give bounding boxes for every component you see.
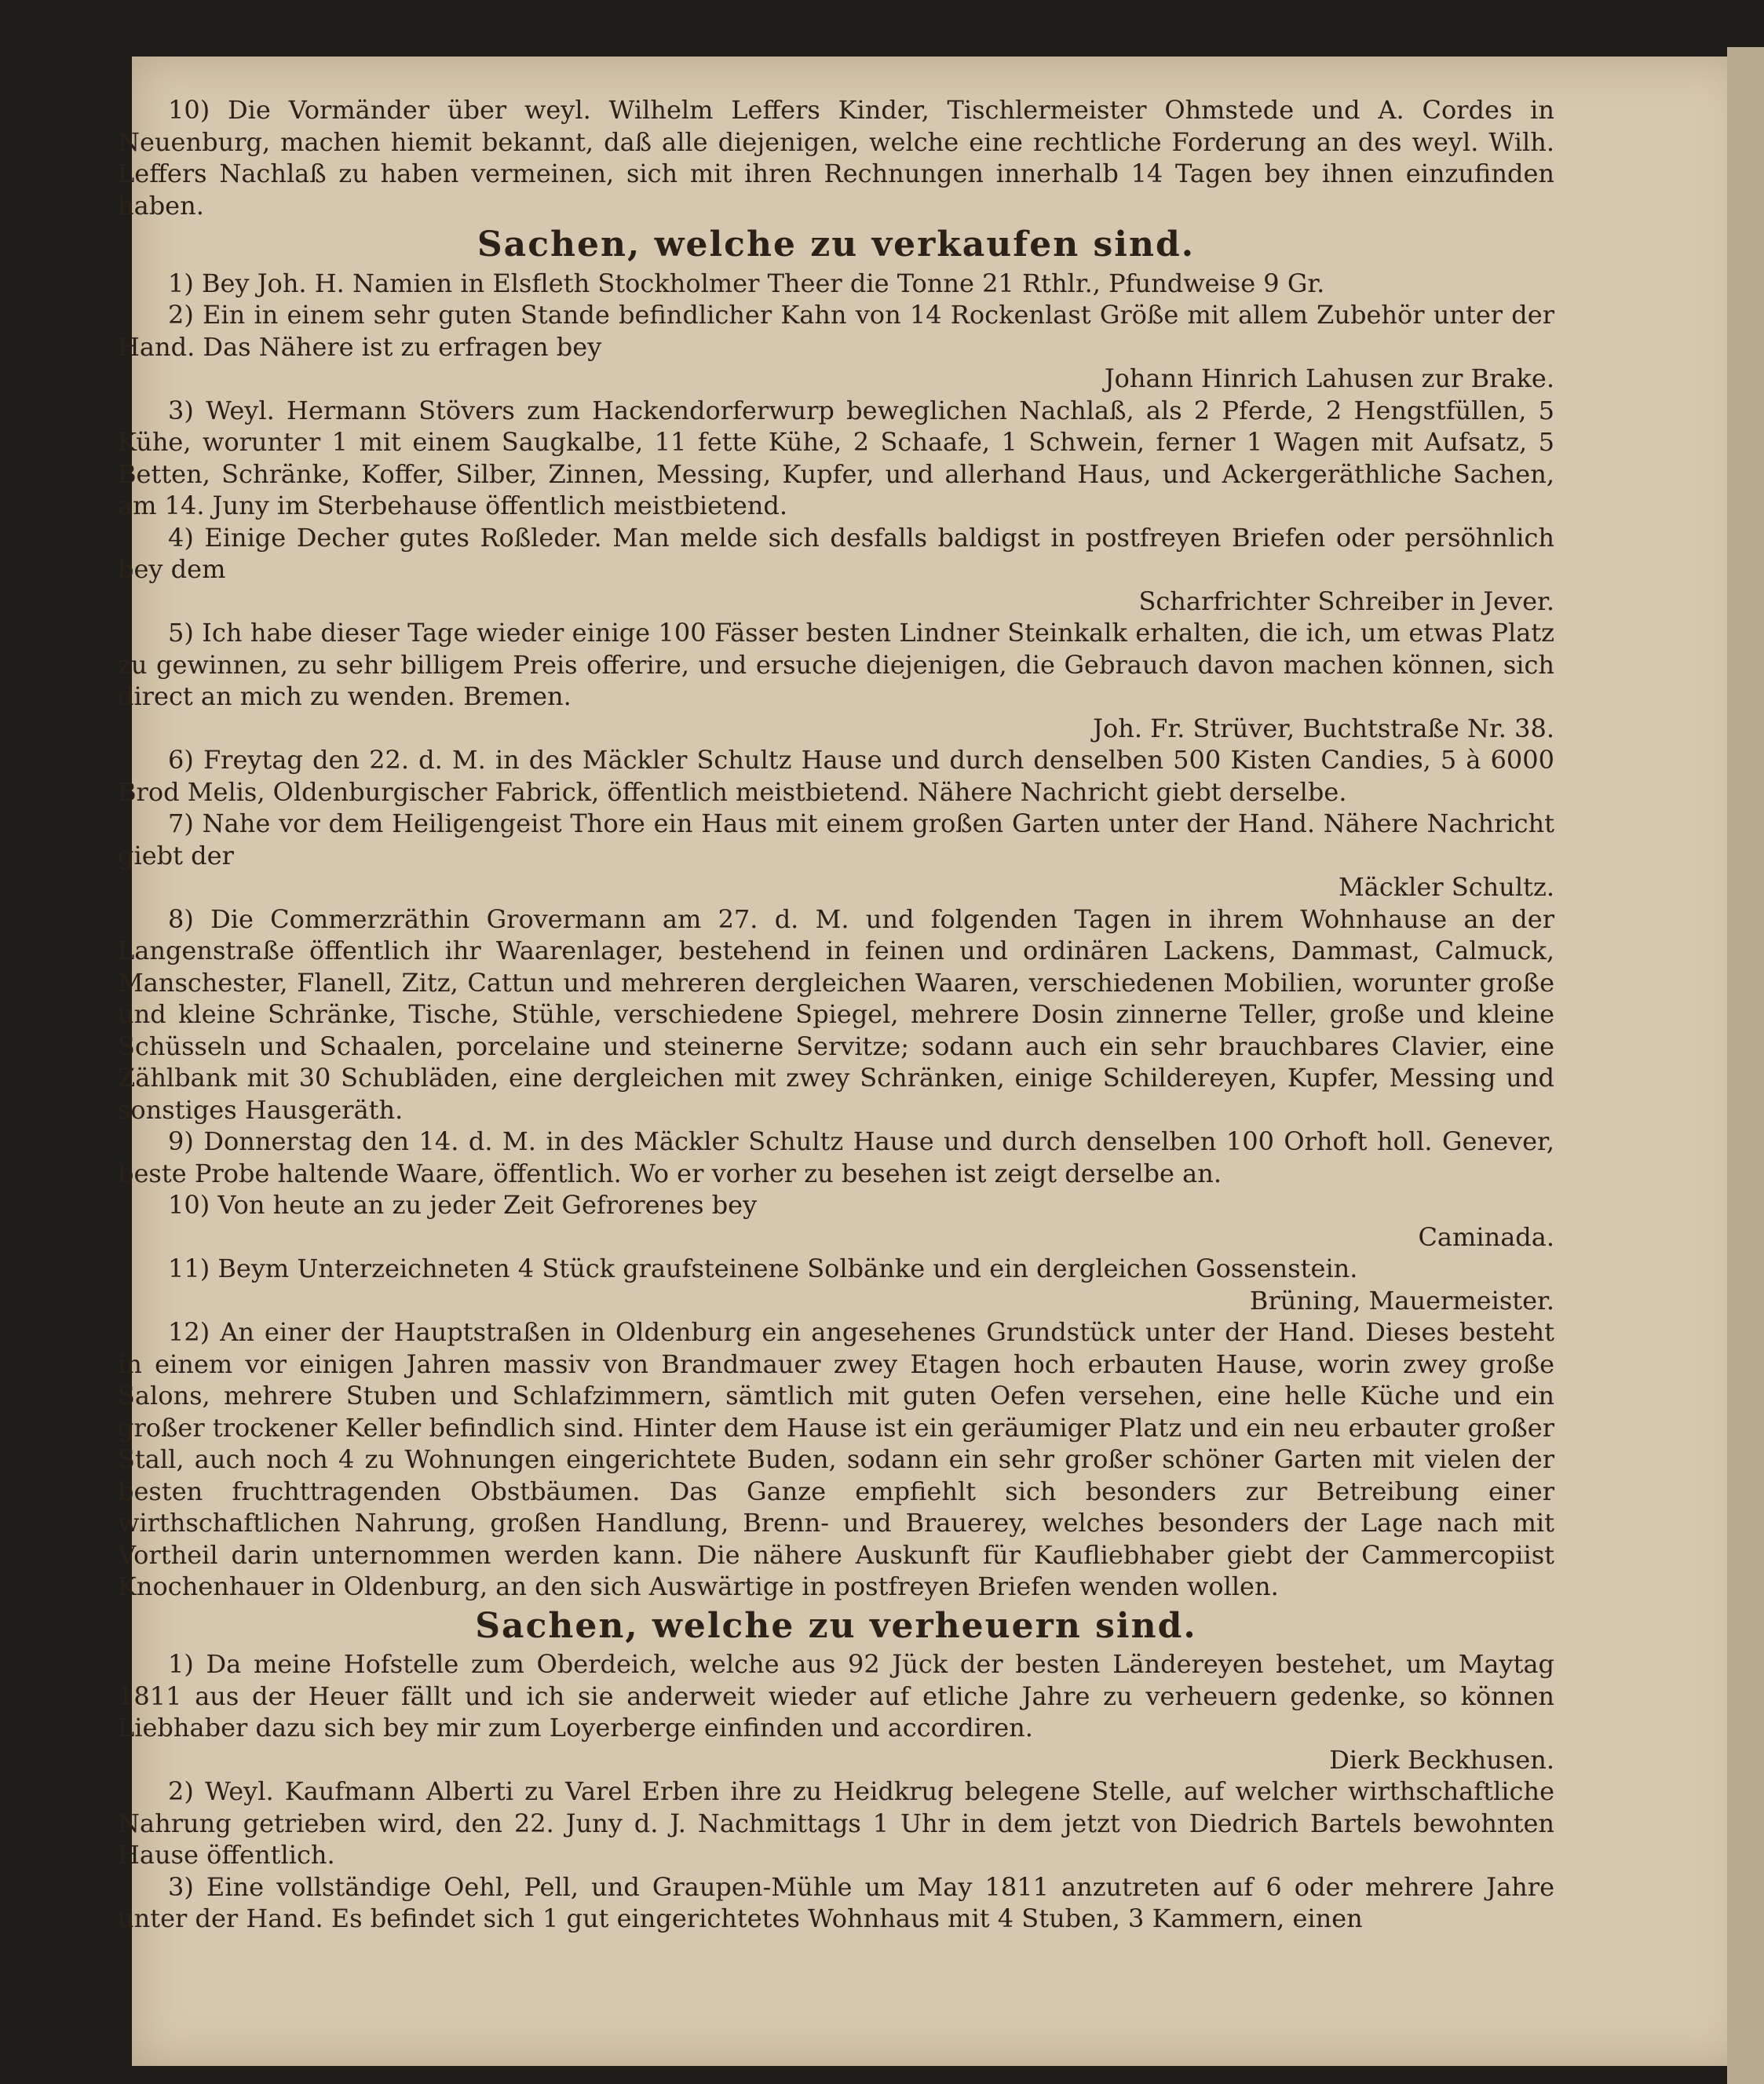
rent-item-1-signature: Dierk Beckhusen. (1329, 1744, 1554, 1775)
sale-item-6: 6) Freytag den 22. d. M. in des Mäckler Schultz Hause und durch denselben 500 Kisten Candies, 5 à 6000 Brod Melis, Oldenburgischer Fabrick, öffentlich meistbietend. Nähere Nachricht giebt derselbe. (118, 745, 1554, 807)
sale-item-5 (118, 617, 1554, 744)
notice-10: 10) Die Vormänder über weyl. Wilhelm Leffers Kinder, Tischlermeister Ohmstede und A. Cordes in Neuenburg, machen hiemit bekannt, daß alle diejenigen, welche eine rechtliche Forderung an des weyl. Wilh. Leffers Nachlaß zu haben vermeinen, sich mit ihren Rechnungen innerhalb 14 Tagen bey ihnen einzufinden haben. (118, 95, 1554, 221)
sale-item-9: 9) Donnerstag den 14. d. M. in des Mäckler Schultz Hause und durch denselben 100 Orhoft holl. Genever, beste Probe haltende Waare, öffentlich. Wo er vorher zu besehen ist zeigt derselbe an. (118, 1126, 1554, 1188)
sale-item-10-text: 10) Von heute an zu jeder Zeit Gefrorenes bey (168, 1190, 758, 1220)
rent-item-3: 3) Eine vollständige Oehl, Pell, und Graupen-Mühle um May 1811 anzutreten auf 6 oder mehrere Jahre unter der Hand. Es befindet sich 1 gut eingerichtetes Wohnhaus mit 4 Stuben, 3 Kammern, einen (118, 1871, 1554, 1933)
page-edge (1727, 47, 1764, 2084)
sale-item-8: 8) Die Commerzräthin Grovermann am 27. d. M. und folgenden Tagen in ihrem Wohnhause an der Langenstraße öffentlich ihr Waarenlager, bestehend in feinen und ordinären Lackens, Dammast, Calmuck, Manschester, Flanell, Zitz, Cattun und mehreren dergleichen Waaren, verschiedenen Mobilien, worunter große und kleine Schränke, Tische, Stühle, verschiedene Spiegel, mehrere Dosin zinnerne Teller, große und kleine Schüsseln und Schaalen, porcelaine und steinerne Servitze; sodann auch ein sehr brauchbares Clavier, eine Zählbank mit 30 Schubläden, eine dergleichen mit zwey Schränken, einige Schildereyen, Kupfer, Messing und sonstiges Hausgeräth. (118, 903, 1554, 1125)
rent-item-1 (118, 1648, 1554, 1776)
sale-item-2-signature: Johann Hinrich Lahusen zur Brake. (1104, 363, 1554, 393)
sale-item-11 (118, 1253, 1554, 1316)
rent-item-1-text: 1) Da meine Hofstelle zum Oberdeich, welche aus 92 Jück der besten Ländereyen bestehet, um Maytag 1811 aus der Heuer fällt und ich sie anderweit wieder auf etliche Jahre zu verheuern gedenke, so können Liebhaber dazu sich bey mir zum Loyerberge einfinden und accordiren. (118, 1649, 1554, 1743)
sale-item-10 (118, 1189, 1554, 1253)
heading-sale: Sachen, welche zu verkaufen sind. (477, 224, 1196, 265)
heading-rent: Sachen, welche zu verheuern sind. (475, 1605, 1197, 1646)
sale-item-7-signature: Mäckler Schultz. (1339, 872, 1554, 902)
sale-item-4 (118, 522, 1554, 618)
sale-item-4-text: 4) Einige Decher gutes Roßleder. Man melde sich desfalls baldigst in postfreyen Briefen oder persöhnlich bey dem (118, 522, 1554, 584)
sale-item-10-signature: Caminada. (1418, 1221, 1554, 1252)
sale-item-4-signature: Scharfrichter Schreiber in Jever. (1138, 586, 1554, 616)
rent-item-2: 2) Weyl. Kaufmann Alberti zu Varel Erben ihre zu Heidkrug belegene Stelle, auf welcher wirthschaftliche Nahrung getrieben wird, den 22. Juny d. J. Nachmittags 1 Uhr in dem jetzt von Diedrich Bartels bewohnten Hause öffentlich. (118, 1776, 1554, 1870)
sale-item-2-text: 2) Ein in einem sehr guten Stande befindlicher Kahn von 14 Rockenlast Größe mit allem Zubehör unter der Hand. Das Nähere ist zu erfragen bey (118, 300, 1554, 362)
sale-item-12: 12) An einer der Hauptstraßen in Oldenburg ein angesehenes Grundstück unter der Hand. Dieses besteht in einem vor einigen Jahren massiv von Brandmauer zwey Etagen hoch erbauten Hause, worin zwey große Salons, mehrere Stuben und Schlafzimmern, sämtlich mit guten Oefen versehen, eine helle Küche und ein großer trockener Keller befindlich sind. Hinter dem Hause ist ein geräumiger Platz und ein neu erbauter großer Stall, auch noch 4 zu Wohnungen eingerichtete Buden, sodann ein sehr großer schöner Garten mit vielen der besten fruchttragenden Obstbäumen. Das Ganze empfiehlt sich besonders zur Betreibung einer wirthschaftlichen Nahrung, großen Handlung, Brenn- und Brauerey, welches besonders der Lage nach mit Vortheil darin unternommen werden kann. Die nähere Auskunft für Kaufliebhaber giebt der Cammercopiist Knochenhauer in Oldenburg, an den sich Auswärtige in postfreyen Briefen wenden wollen. (118, 1317, 1554, 1601)
sale-item-11-signature: Brüning, Mauermeister. (1249, 1285, 1554, 1316)
sale-item-7-text: 7) Nahe vor dem Heiligengeist Thore ein Haus mit einem großen Garten unter der Hand. Nähere Nachricht giebt der (118, 808, 1554, 870)
page-text (118, 94, 1554, 1935)
sale-item-3: 3) Weyl. Hermann Stövers zum Hackendorferwurp beweglichen Nachlaß, als 2 Pferde, 2 Hengstfüllen, 5 Kühe, worunter 1 mit einem Saugkalbe, 11 fette Kühe, 2 Schaafe, 1 Schwein, ferner 1 Wagen mit Aufsatz, 5 Betten, Schränke, Koffer, Silber, Zinnen, Messing, Kupfer, und allerhand Haus, und Ackergeräthliche Sachen, am 14. Juny im Sterbehause öffentlich meistbietend. (118, 395, 1554, 520)
sale-item-2 (118, 299, 1554, 395)
sale-item-11-text: 11) Beym Unterzeichneten 4 Stück graufsteinene Solbänke und ein dergleichen Gossenstein. (168, 1254, 1358, 1283)
sale-item-5-signature: Joh. Fr. Strüver, Buchtstraße Nr. 38. (1093, 713, 1554, 743)
sale-item-5-text: 5) Ich habe dieser Tage wieder einige 100 Fässer besten Lindner Steinkalk erhalten, die ich, um etwas Platz zu gewinnen, zu sehr billigem Preis offerire, und ersuche diejenigen, die Gebrauch davon machen können, sich direct an mich zu wenden. Bremen. (118, 618, 1554, 711)
sale-item-7 (118, 808, 1554, 903)
sale-item-1: 1) Bey Joh. H. Namien in Elsfleth Stockholmer Theer die Tonne 21 Rthlr., Pfundweise 9 Gr. (168, 268, 1325, 298)
